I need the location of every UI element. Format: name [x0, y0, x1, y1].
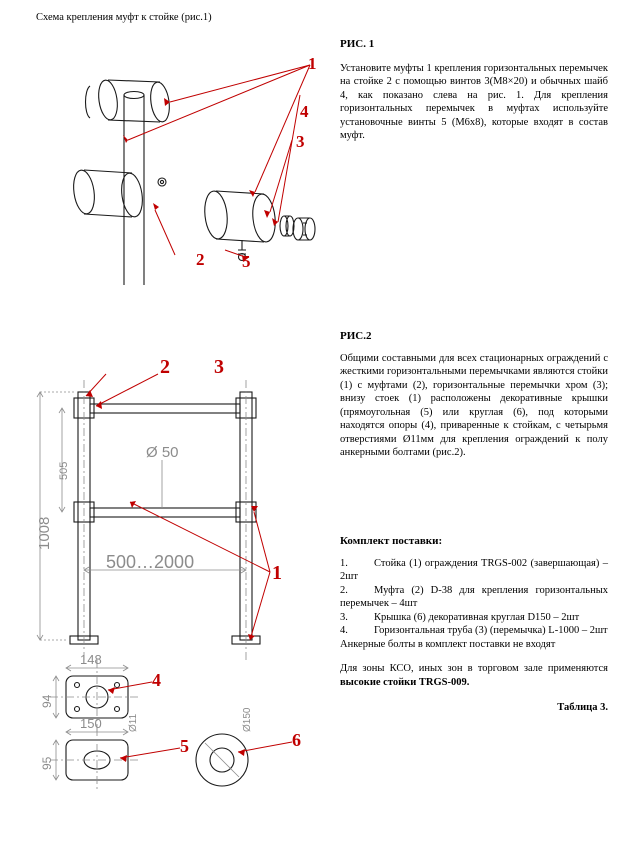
figure-1-callout-5: 5 [242, 252, 251, 271]
dim-height-total: 1008 [36, 516, 53, 550]
kit-item-text: Муфта (2) D-38 для крепления горизонтальных перемычек – 4шт [340, 584, 608, 609]
dim-plate2-width: 150 [80, 716, 102, 731]
figure-1-body: Установите муфты 1 крепления горизонтальных перемычек на стойке 2 с помощью винтов 3(М8×20) и обычных шайб 4, как показано слева на рис. 1. Для крепления горизонтальных перемычек в муфтах используйте установочные винты 5 (М6х8), которые входят в состав муфт. [340, 62, 608, 141]
kit-item-text: Крышка (6) декоративная круглая D150 – 2шт [374, 611, 580, 623]
dim-plate2-height: 95 [40, 756, 54, 770]
kit-item-number: 1. [340, 557, 348, 569]
figure-1-callout-3: 3 [296, 132, 305, 151]
table-caption: Таблица 3. [557, 702, 608, 713]
figure-2-callout-6: 6 [292, 730, 301, 750]
figure-2-callout-1: 1 [272, 562, 282, 584]
dim-tube-diameter: Ø 50 [146, 444, 179, 461]
kit-item-text: Стойка (1) ограждения TRGS-002 (завершающая) – 2шт [340, 557, 608, 582]
dim-plate-height: 94 [40, 694, 54, 708]
dim-width-range: 500…2000 [106, 552, 195, 572]
kit-item-text: Горизонтальная труба (3) (перемычка) L-1000 – 2шт [374, 625, 608, 636]
dim-cap-diameter: Ø150 [242, 707, 253, 732]
list-item [340, 611, 608, 625]
kit-item-number: 3. [340, 611, 348, 623]
spacer [340, 651, 608, 662]
kit-item-number: 4. [340, 625, 348, 636]
figure-2-heading: РИС.2 [340, 330, 372, 342]
dim-plate-width: 148 [80, 652, 102, 667]
figure-2-callout-5: 5 [180, 736, 189, 756]
figure-1-callout-1: 1 [308, 54, 317, 73]
kit-list [340, 557, 608, 638]
figure-1-callout-2: 2 [196, 250, 205, 269]
figure-2-callout-4: 4 [152, 670, 161, 690]
figure-2-drawing [10, 340, 330, 815]
kit-note: Анкерные болты в комплект поставки не входят [340, 638, 556, 650]
dim-hole-diameter: Ø11 [128, 713, 139, 732]
list-item [340, 557, 608, 584]
figure-1-drawing [20, 40, 330, 295]
page-title: Схема крепления муфт к стойке (рис.1) [36, 12, 212, 23]
zone-note [340, 662, 608, 689]
zone-note-bold: высокие стойки TRGS-009. [340, 676, 470, 688]
figure-1-callout-4: 4 [300, 102, 309, 121]
list-item [340, 584, 608, 611]
kit-heading: Комплект поставки: [340, 535, 443, 547]
dim-height-mid: 505 [58, 461, 70, 480]
figure-2-body: Общими составными для всех стационарных ограждений с жесткими горизонтальными перемычками являются стойки (1) с муфтами (2), горизонтальные перемычки хром (3); внизу стоек (1) расположены декоративные крышки (прямоугольная (5) или круглая (6), под которыми находятся опоры (4), приваренные к стойкам, с четырьмя отверстиями Ø11мм для крепления ограждений к полу анкерными болтами (рис.2). [340, 352, 608, 458]
figure-2-callout-2: 2 [160, 356, 170, 378]
figure-2-callout-3: 3 [214, 356, 224, 378]
figure-1-text-block [340, 38, 608, 143]
list-item [340, 624, 608, 638]
zone-note-plain: Для зоны КСО, иных зон в торговом зале применяются [340, 663, 608, 674]
kit-item-number: 2. [340, 584, 348, 596]
figure-1-heading: РИС. 1 [340, 38, 375, 50]
kit-block [340, 535, 608, 715]
figure-2-text-block [340, 330, 608, 460]
